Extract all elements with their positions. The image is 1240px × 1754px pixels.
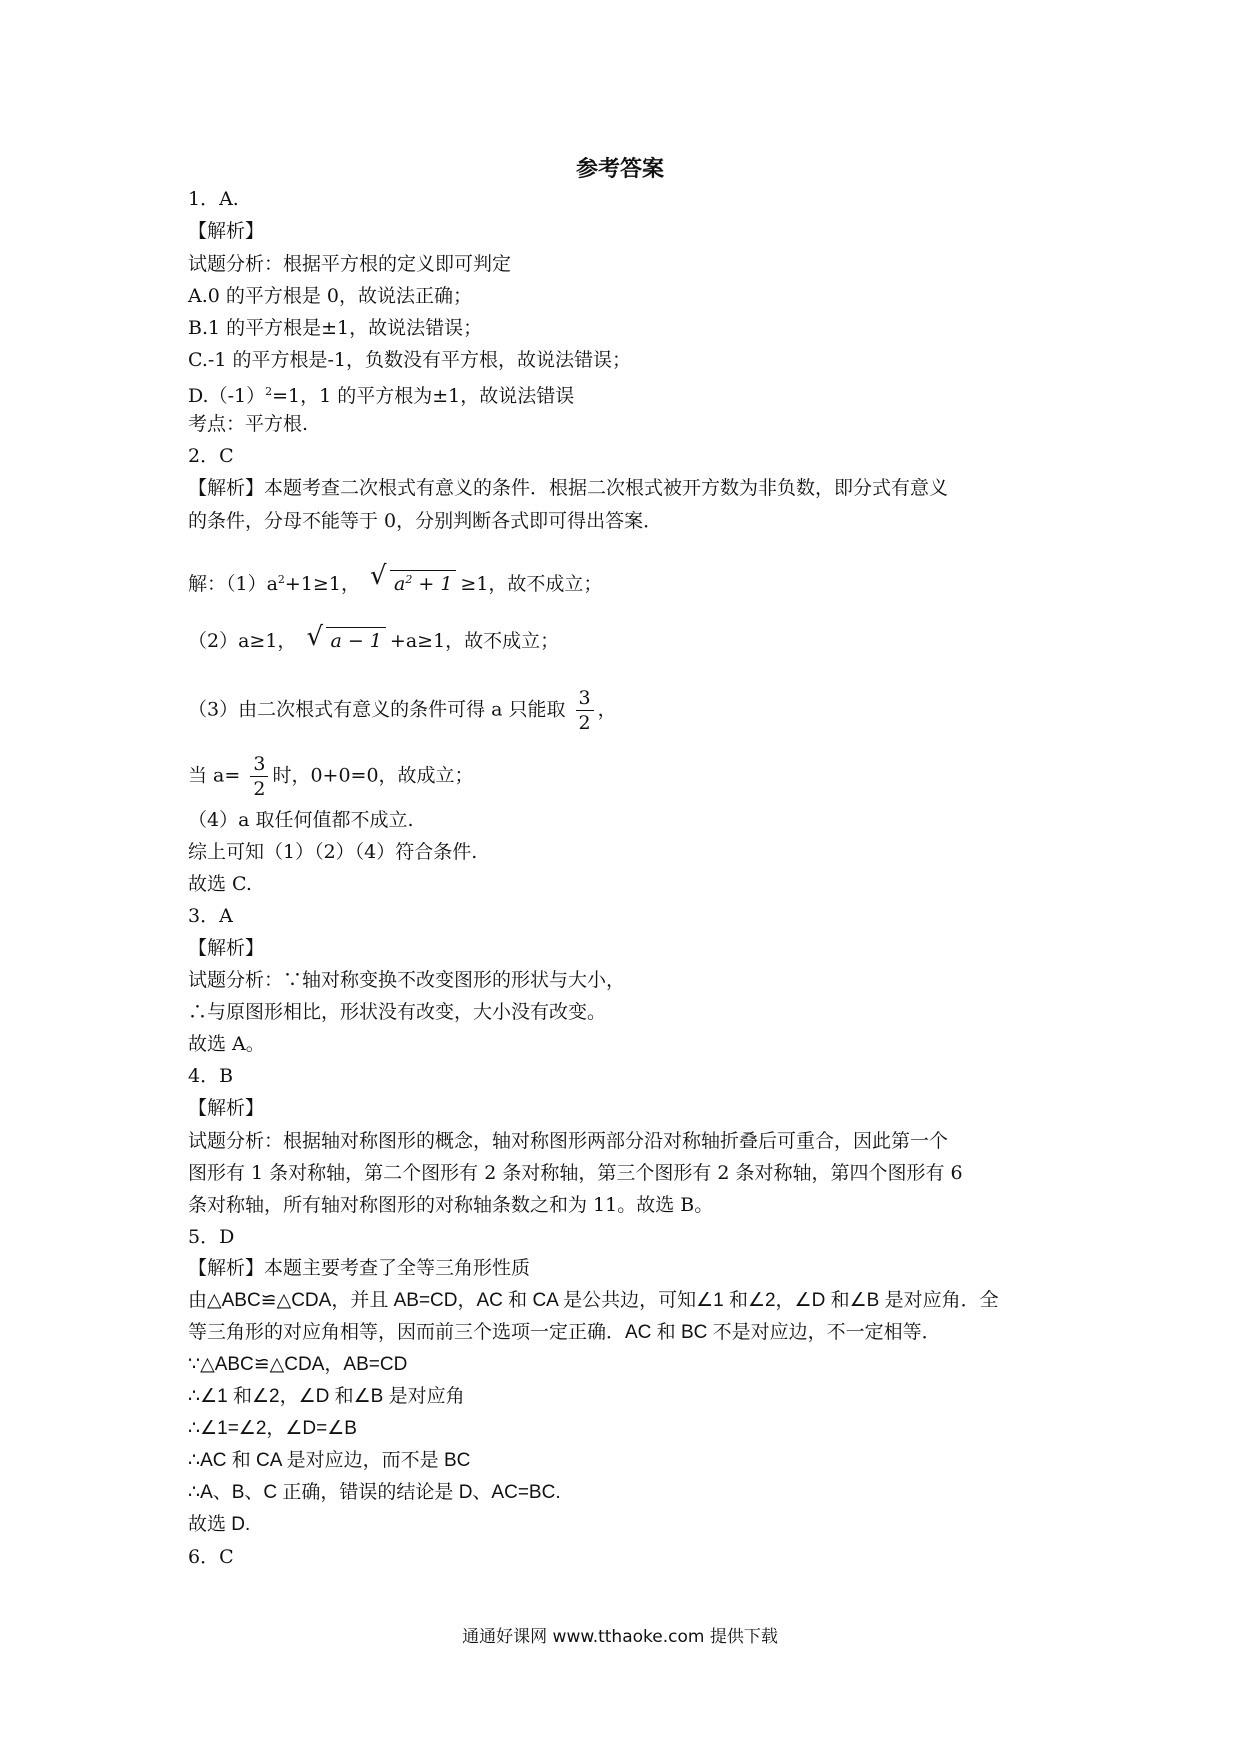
q5-line-1: 由△ABC≌△CDA，并且 AB=CD，AC 和 CA 是公共边，可知∠1 和∠2，∠D 和∠B 是对应角．全 bbox=[188, 1290, 999, 1311]
q5-choose: 故选 D. bbox=[188, 1514, 251, 1535]
q1-option-a: A.0 的平方根是 0，故说法正确； bbox=[188, 285, 473, 307]
sqrt-a2-plus-1: √ $a^2 + 1$ bbox=[370, 566, 456, 598]
q1-option-c: C.-1 的平方根是-1，负数没有平方根，故说法错误； bbox=[188, 349, 631, 371]
q2-choose: 故选 C. bbox=[188, 873, 252, 895]
q3-line-2: ∴与原图形相比，形状没有改变，大小没有改变。 bbox=[188, 1001, 607, 1023]
q2-step-4: （4）a 取任何值都不成立. bbox=[188, 809, 414, 831]
q4-line-1: 试题分析：根据轴对称图形的概念，轴对称图形两部分沿对称轴折叠后可重合，因此第一个 bbox=[188, 1130, 949, 1152]
q4-line-3: 条对称轴，所有轴对称图形的对称轴条数之和为 11。故选 B。 bbox=[188, 1194, 714, 1216]
q2-answer: 2．C bbox=[188, 445, 234, 467]
q5-line-5: ∴∠1=∠2，∠D=∠B bbox=[188, 1418, 357, 1439]
q5-line-2: 等三角形的对应角相等，因而前三个选项一定正确．AC 和 BC 不是对应边，不一定相等． bbox=[188, 1322, 941, 1343]
q4-line-2: 图形有 1 条对称轴，第二个图形有 2 条对称轴，第三个图形有 2 条对称轴，第四个图形有 6 bbox=[188, 1162, 963, 1184]
q1-point: 考点：平方根. bbox=[188, 413, 309, 435]
q2-intro-2: 的条件，分母不能等于 0，分别判断各式即可得出答案． bbox=[188, 510, 663, 532]
q6-answer: 6．C bbox=[188, 1546, 234, 1568]
fraction-3-2: $\frac{3}{2}$ bbox=[250, 752, 268, 801]
q2-step-1: 解：$(1)a^2+1\ge 1$， √ $a^2 + 1 \ge 1$，故不成立； bbox=[188, 566, 602, 598]
q3-line-1: 试题分析：∵轴对称变换不改变图形的形状与大小， bbox=[188, 969, 626, 991]
q4-answer: 4．B bbox=[188, 1065, 234, 1087]
q4-tag: 【解析】 bbox=[188, 1097, 265, 1119]
q3-choose: 故选 A。 bbox=[188, 1033, 265, 1055]
q5-line-3: ∵△ABC≌△CDA，AB=CD bbox=[188, 1354, 408, 1375]
q2-step-2: （2）a≥1， √ a − 1 +a≥1，故不成立； bbox=[188, 627, 559, 655]
q1-option-d: $D.(-1)^2=1$，1 的平方根为±1，故说法错误 bbox=[188, 385, 575, 407]
q5-line-4: ∴∠1 和∠2，∠D 和∠B 是对应角 bbox=[188, 1386, 465, 1407]
fraction-3-2: $\frac{3}{2}$ bbox=[576, 686, 594, 735]
q1-tag: 【解析】 bbox=[188, 220, 265, 242]
q2-step-3: （3）由二次根式有意义的条件可得 a 只能取 $\frac{3}{2}$ ， bbox=[188, 687, 617, 734]
q3-tag: 【解析】 bbox=[188, 937, 265, 959]
sqrt-a-minus-1: √ a − 1 bbox=[306, 627, 385, 655]
q1-answer: 1．A. bbox=[188, 188, 239, 210]
page-footer: 通通好课网 www.tthaoke.com 提供下载 bbox=[462, 1627, 778, 1647]
q1-option-b: B.1 的平方根是±1，故说法错误； bbox=[188, 317, 483, 339]
q2-summary: 综上可知（1）（2）（4）符合条件. bbox=[188, 841, 478, 863]
q3-answer: 3．A bbox=[188, 905, 233, 927]
q5-intro: 【解析】本题主要考查了全等三角形性质 bbox=[188, 1258, 531, 1279]
q5-line-7: ∴A、B、C 正确，错误的结论是 D、AC=BC. bbox=[188, 1482, 561, 1503]
q5-line-6: ∴AC 和 CA 是对应边，而不是 BC bbox=[188, 1450, 471, 1471]
q2-step-3b: 当 a= $\frac{3}{2}$ 时，0+0=0，故成立； bbox=[188, 753, 474, 800]
q1-analysis: 试题分析：根据平方根的定义即可判定 bbox=[188, 253, 512, 275]
page-title: 参考答案 bbox=[575, 157, 664, 182]
q5-answer: 5．D bbox=[188, 1226, 235, 1248]
q2-intro-1: 【解析】本题考查二次根式有意义的条件．根据二次根式被开方数为非负数，即分式有意义 bbox=[188, 477, 949, 499]
